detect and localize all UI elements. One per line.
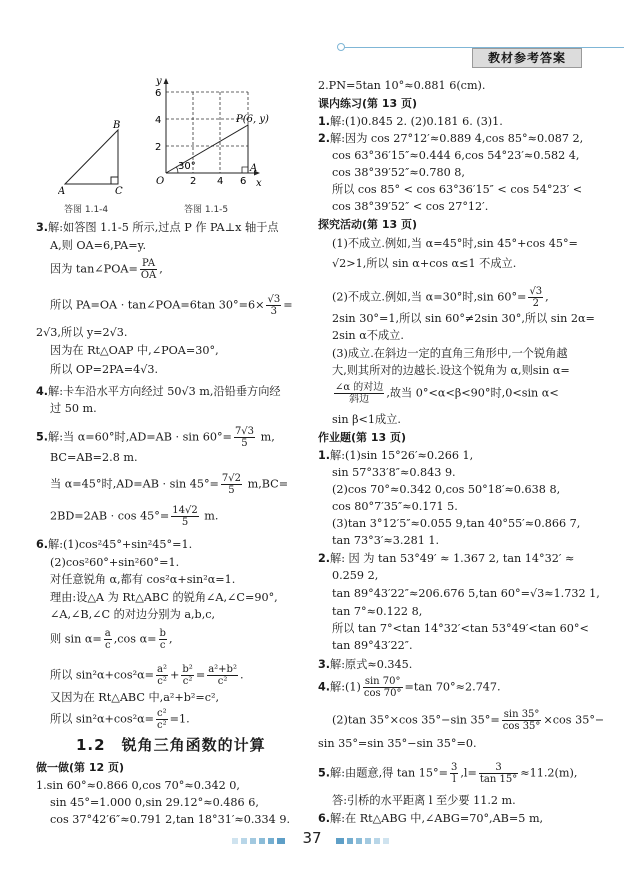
zuoye-line7: 2.解: 因 为 tan 53°49′ ≈ 1.367 2, tan 14°32′ ≈ <box>318 552 575 565</box>
zuoye-line13: 3.解:原式≈0.345. <box>318 658 413 671</box>
fraction: $\frac{3}{\tan 15^\circ}$ <box>479 762 518 785</box>
zuoye-line3: (2)cos 70°≈0.342 0,cos 50°18′≈0.638 8, <box>332 483 561 496</box>
q6-line8: 又因为在 Rt△ABC 中,a²+b²=c², <box>50 691 220 704</box>
figure2-caption: 答图 1.1-5 <box>184 205 229 215</box>
kenei-line5: 所以 cos 85° < cos 63°36′15″ < cos 54°23′ < <box>332 183 583 196</box>
zuoye-line9: tan 89°43′22″≈206.676 5,tan 60°=√3≈1.732 1, <box>332 587 600 600</box>
tanjiu-line8: $\frac{\text{∠α 的对边}}{\text{斜边}}$ ,故当 0°<α<β<90°时,0<sin α< <box>335 382 559 405</box>
q3-line6: 因为在 Rt△OAP 中,∠POA=30°, <box>50 344 219 357</box>
right-angle-mark <box>111 177 118 184</box>
q3-line3: 因为 tan∠POA= $\frac{PA}{OA}$ , <box>50 258 163 281</box>
footer-bar-right <box>336 837 392 845</box>
q3-line4: 所以 PA=OA · tan∠POA=6tan 30°=6× $\frac{√3}{3}$ = <box>50 294 293 317</box>
fraction: $\frac{a}{c}$ <box>104 628 111 651</box>
tanjiu-line6: (3)成立.在斜边一定的直角三角形中,一个锐角越 <box>332 347 568 360</box>
zuoye-line10: tan 7°≈0.122 8, <box>332 605 423 618</box>
q6-line1: 6.解:(1)cos²45°+sin²45°=1. <box>36 538 193 551</box>
x-tick-2: 2 <box>190 176 197 187</box>
zuoyizuo-title: 做一做(第 12 页) <box>36 761 125 774</box>
zuoyizuo-line3: cos 37°42′6″≈0.791 2,tan 18°31′≈0.334 9. <box>50 813 290 826</box>
q4-line1: 4.解:卡车沿水平方向经过 50√3 m,沿铅垂方向经 <box>36 385 281 398</box>
page-number: 37 <box>302 829 322 847</box>
q3-line7: 所以 OP=2PA=4√3. <box>50 363 158 376</box>
zuoye-line12: tan 89°43′22″. <box>332 639 413 652</box>
zuoye-line5: (3)tan 3°12′5″≈0.055 9,tan 40°55′≈0.866 7, <box>332 517 581 530</box>
triangle-shape <box>65 130 118 184</box>
y-axis-label: y <box>156 76 162 87</box>
q5-line4: 2BD=2AB · cos 45°= $\frac{14√2}{5}$ m. <box>50 505 219 528</box>
y-tick-4: 4 <box>155 115 162 126</box>
triangle-label-a: A <box>58 186 66 196</box>
r-q2-line: 2.PN=5tan 10°≈0.881 6(cm). <box>318 79 486 92</box>
zuoye-line18: 答:引桥的水平距离 l 至少要 11.2 m. <box>332 794 516 807</box>
kenei-line6: cos 38°39′52″ < cos 27°12′. <box>332 200 489 213</box>
zuoye-line15: (2)tan 35°×cos 35°−sin 35°= $\frac{\sin 35^\circ}{\cos 35^\circ}$ ×cos 35°− <box>332 709 605 732</box>
fraction: $\frac{\text{∠α 的对边}}{\text{斜边}}$ <box>335 382 384 405</box>
kenei-title: 课内练习(第 13 页) <box>318 97 418 110</box>
y-axis-arrow <box>164 78 169 84</box>
fraction: $\frac{\text{a²}}{\text{c²}}$ <box>157 664 168 687</box>
zuoye-title: 作业题(第 13 页) <box>318 431 407 444</box>
q3-line2: A,则 OA=6,PA=y. <box>50 239 147 252</box>
point-a-label: A <box>250 163 258 174</box>
origin-label: O <box>156 176 165 187</box>
triangle-label-c: C <box>115 186 123 196</box>
figure-coordinate-grid <box>150 74 270 198</box>
fraction: $\frac{PA}{OA}$ <box>140 258 157 281</box>
q5-line3: 当 α=45°时,AD=AB · sin 45°= $\frac{7√2}{5}$ m,BC= <box>50 473 289 496</box>
x-axis-label: x <box>256 178 262 189</box>
fraction: $\frac{7√2}{5}$ <box>221 473 242 496</box>
q3-line1: 3.解:如答图 1.1-5 所示,过点 P 作 PA⊥x 轴于点 <box>36 221 279 234</box>
fraction: $\frac{\sin 35^\circ}{\cos 35^\circ}$ <box>502 709 541 732</box>
angle-label: 30° <box>178 161 196 172</box>
tanjiu-line2: √2>1,所以 sin α+cos α≤1 不成立. <box>332 257 517 270</box>
fraction: $\frac{b}{c}$ <box>159 628 166 651</box>
point-p-label: P(6, y) <box>236 114 269 125</box>
kenei-line3: cos 63°36′15″≈0.444 6,cos 54°23′≈0.582 4, <box>332 149 580 162</box>
tanjiu-line7: 大,则其所对的边越长.设这个锐角为 α,则sin α= <box>332 364 570 377</box>
q6-line9: 所以 sin²α+cos²α= $\frac{\text{c²}}{\text{c²}}$ =1. <box>50 708 190 731</box>
q6-line4: 理由:设△A 为 Rt△ABC 的锐角∠A,∠C=90°, <box>50 591 278 604</box>
q4-line2: 过 50 m. <box>50 402 97 415</box>
zuoye-line14: 4.解:(1) $\frac{\sin 70^\circ}{\cos 70^\circ}$ =tan 70°≈2.747. <box>318 676 501 699</box>
tanjiu-line4: 2sin 30°=1,所以 sin 60°≠2sin 30°,所以 sin 2α= <box>332 312 595 325</box>
zuoyizuo-line1: 1.sin 60°≈0.866 0,cos 70°≈0.342 0, <box>36 779 240 792</box>
q6-line5: ∠A,∠B,∠C 的对边分别为 a,b,c, <box>50 608 216 621</box>
tanjiu-line5: 2sin α不成立. <box>332 329 404 342</box>
kenei-line2: 2.解:因为 cos 27°12′≈0.889 4,cos 85°≈0.087 2, <box>318 132 584 145</box>
kenei-line4: cos 38°39′52″≈0.780 8, <box>332 166 465 179</box>
q5-line1: 5.解:当 α=60°时,AD=AB · sin 60°= $\frac{7√3}{5}$ m, <box>36 426 275 449</box>
header-label: 教材参考答案 <box>472 48 582 68</box>
x-tick-6: 6 <box>240 176 247 187</box>
zuoye-line19: 6.解:在 Rt△ABG 中,∠ABG=70°,AB=5 m, <box>318 812 544 825</box>
fraction: $\frac{7√3}{5}$ <box>234 426 255 449</box>
right-angle-mark-a <box>242 167 248 173</box>
header-bullet <box>337 43 345 51</box>
q3-line5: 2√3,所以 y=2√3. <box>36 326 128 339</box>
zuoye-line8: 0.259 2, <box>332 569 379 582</box>
kenei-line1: 1.解:(1)0.845 2. (2)0.181 6. (3)1. <box>318 115 503 128</box>
q6-line7: 所以 sin²α+cos²α= $\frac{\text{a²}}{\text{c²}}$ + $\frac{\text{b²}}{\text{c²}}$ = $\frac{\text{a²+b²}}{\text{c²}}$ . <box>50 664 244 687</box>
fraction: $\frac{14√2}{5}$ <box>172 505 198 528</box>
footer-bar-left <box>232 837 288 845</box>
tanjiu-line1: (1)不成立.例如,当 α=45°时,sin 45°+cos 45°= <box>332 237 578 250</box>
x-tick-4: 4 <box>217 176 224 187</box>
fraction: $\frac{\text{a²+b²}}{\text{c²}}$ <box>208 664 237 687</box>
triangle-label-b: B <box>113 120 121 131</box>
tanjiu-title: 探究活动(第 13 页) <box>318 218 418 231</box>
tanjiu-line9: sin β<1成立. <box>332 413 401 426</box>
tanjiu-line3: (2)不成立.例如,当 α=30°时,sin 60°= $\frac{√3}{2}$ , <box>332 286 549 309</box>
y-tick-2: 2 <box>155 142 162 153</box>
fraction: $\frac{\sin 70^\circ}{\cos 70^\circ}$ <box>363 676 402 699</box>
section-title: 1.2 锐角三角函数的计算 <box>76 736 266 754</box>
fraction: $\frac{√3}{3}$ <box>267 294 281 317</box>
zuoye-line11: 所以 tan 7°<tan 14°32′<tan 53°49′<tan 60°< <box>332 622 589 635</box>
q5-line2: BC=AB=2.8 m. <box>50 451 138 464</box>
y-tick-6: 6 <box>155 88 162 99</box>
zuoye-line2: sin 57°33′8″≈0.843 9. <box>332 466 456 479</box>
q6-line6: 则 sin α= $\frac{a}{c}$ ,cos α= $\frac{b}{c}$ , <box>50 628 173 651</box>
zuoye-line16: sin 35°=sin 35°−sin 35°=0. <box>318 737 477 750</box>
zuoye-line4: cos 80°7′35″≈0.171 5. <box>332 500 458 513</box>
fraction: $\frac{3}{l}$ <box>451 762 458 785</box>
figure1-caption: 答图 1.1-4 <box>64 205 109 215</box>
fraction: $\frac{√3}{2}$ <box>529 286 543 309</box>
zuoye-line6: tan 73°3′≈3.281 1. <box>332 534 440 547</box>
zuoyizuo-line2: sin 45°=1.000 0,sin 29.12°≈0.486 6, <box>50 796 259 809</box>
zuoye-line1: 1.解:(1)sin 15°26′≈0.266 1, <box>318 449 474 462</box>
q6-line2: (2)cos²60°+sin²60°=1. <box>50 556 180 569</box>
figure-triangle <box>58 118 138 196</box>
q6-line3: 对任意锐角 α,都有 cos²α+sin²α=1. <box>50 573 236 586</box>
fraction: $\frac{\text{b²}}{\text{c²}}$ <box>182 664 193 687</box>
zuoye-line17: 5.解:由题意,得 tan 15°= $\frac{3}{l}$ ,l= $\frac{3}{\tan 15^\circ}$ ≈11.2(m), <box>318 762 578 785</box>
fraction: $\frac{\text{c²}}{\text{c²}}$ <box>157 708 167 731</box>
